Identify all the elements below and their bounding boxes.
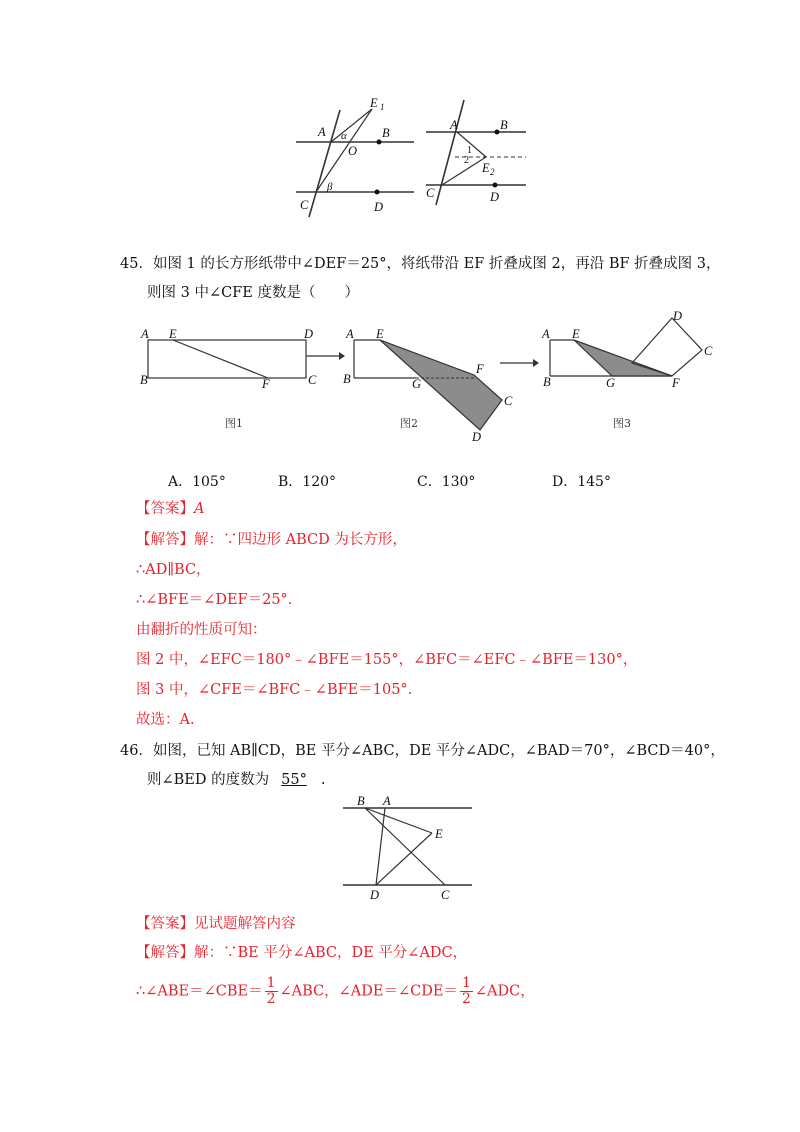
q45-figure-3 xyxy=(540,310,725,390)
label-e2-sub: 2 xyxy=(490,167,495,177)
caption-fig3: 图3 xyxy=(613,417,631,430)
label-e: E xyxy=(572,327,580,341)
point-b xyxy=(377,140,382,145)
answer-text: 见试题解答内容 xyxy=(194,916,296,932)
answer-tag: 【答案】 xyxy=(136,916,194,932)
label-d: D xyxy=(472,430,482,444)
segment-ef xyxy=(173,340,268,378)
label-a: A xyxy=(383,794,391,808)
segment-ae1 xyxy=(331,109,372,142)
q45-option-a: A．105° xyxy=(168,474,226,490)
label-b: B xyxy=(357,794,365,808)
label-c: C xyxy=(300,198,309,212)
point-d xyxy=(493,183,498,188)
folded-flap xyxy=(380,340,502,430)
line2-part3: ∠ADC， xyxy=(474,983,535,1000)
analysis-tag: 【解答】 xyxy=(136,532,194,548)
q46-answer xyxy=(136,914,296,934)
analysis-text: 解：∵四边形 ABCD 为长方形， xyxy=(194,532,407,548)
label-g: G xyxy=(412,377,422,391)
q45-option-d: D．145° xyxy=(552,474,611,490)
label-angle-1: 1 xyxy=(467,145,472,156)
answer-value: A xyxy=(194,501,205,517)
answer-tag: 【答案】 xyxy=(136,501,194,517)
label-d: D xyxy=(673,309,683,323)
label-c: C xyxy=(704,344,713,358)
label-beta: β xyxy=(327,181,333,193)
label-c: C xyxy=(441,888,450,902)
label-angle-2: 2 xyxy=(464,155,469,166)
label-e2: E xyxy=(482,161,490,175)
label-d: D xyxy=(374,200,384,214)
q45-analysis-line2: ∴AD∥BC， xyxy=(136,562,211,578)
label-b: B xyxy=(343,372,351,386)
label-d: D xyxy=(490,190,500,204)
label-b: B xyxy=(543,375,551,389)
label-a: A xyxy=(450,118,458,132)
q46-analysis-line1 xyxy=(136,943,467,963)
label-c: C xyxy=(504,394,513,408)
point-d xyxy=(375,190,380,195)
q45-option-b: B．120° xyxy=(278,474,337,490)
q46-analysis-line2 xyxy=(136,976,535,1007)
label-a: A xyxy=(318,125,326,139)
q45-stem-line1: 45．如图 1 的长方形纸带中∠DEF＝25°，将纸带沿 EF 折叠成图 2，再沿 BF 折叠成图 3， xyxy=(120,256,721,272)
label-c: C xyxy=(308,373,317,387)
q46-stem-line2 xyxy=(147,770,325,790)
label-b: B xyxy=(382,126,390,140)
label-b: B xyxy=(500,118,508,132)
label-g: G xyxy=(606,376,616,390)
q46-figure xyxy=(340,795,475,905)
fraction-denominator: 2 xyxy=(266,991,276,1007)
segment-be xyxy=(365,808,432,833)
label-alpha: α xyxy=(341,130,347,142)
label-e: E xyxy=(376,327,384,341)
caption-fig2: 图2 xyxy=(400,417,418,430)
q45-answer xyxy=(136,499,204,519)
q45-analysis-line3: ∴∠BFE＝∠DEF＝25°. xyxy=(136,592,293,608)
caption-fig1: 图1 xyxy=(225,417,243,430)
label-f: F xyxy=(476,362,484,376)
analysis-tag: 【解答】 xyxy=(136,945,194,961)
answer-blank: 55° xyxy=(281,772,307,788)
q45-analysis-line4: 由翻折的性质可知： xyxy=(136,622,267,638)
point-b xyxy=(495,130,500,135)
label-e1-sub: 1 xyxy=(380,102,385,112)
label-e: E xyxy=(435,827,443,841)
q45-option-c: C．130° xyxy=(417,474,476,490)
fraction-numerator: 1 xyxy=(461,975,471,991)
segment-ce1 xyxy=(316,109,372,192)
q46-stem-line1: 46．如图，已知 AB∥CD，BE 平分∠ABC，DE 平分∠ADC，∠BAD＝70°，∠BCD＝40°， xyxy=(120,743,725,759)
transversal xyxy=(436,100,464,205)
label-d: D xyxy=(370,888,380,902)
label-e1: E xyxy=(370,96,378,110)
arrow-2 xyxy=(500,357,540,369)
q45-figure-2 xyxy=(340,325,525,445)
analysis-text: 解：∵BE 平分∠ABC，DE 平分∠ADC， xyxy=(194,945,468,961)
rectangle-abcd xyxy=(148,340,306,378)
label-f: F xyxy=(262,377,270,391)
fraction-half xyxy=(265,976,278,1007)
stem-text: 则∠BED 的度数为 xyxy=(147,772,270,788)
label-a: A xyxy=(141,327,149,341)
segment-de xyxy=(376,833,432,885)
label-o: O xyxy=(348,144,358,158)
label-f: F xyxy=(672,376,680,390)
stem-period: . xyxy=(320,772,326,788)
q45-analysis-line7: 故选：A. xyxy=(136,712,195,728)
q45-stem-line2: 则图 3 中∠CFE 度数是（ ） xyxy=(147,285,359,301)
top-right-figure xyxy=(420,95,530,220)
line2-part2: ∠ABC，∠ADE＝∠CDE＝ xyxy=(279,983,458,1000)
fraction-numerator: 1 xyxy=(266,975,276,991)
label-e: E xyxy=(169,327,177,341)
line2-part1: ∴∠ABE＝∠CBE＝ xyxy=(136,983,263,1000)
label-a: A xyxy=(542,327,550,341)
label-a: A xyxy=(346,327,354,341)
q45-figure-1 xyxy=(138,325,323,390)
q45-analysis-line1 xyxy=(136,530,407,550)
label-b: B xyxy=(140,373,148,387)
fraction-denominator: 2 xyxy=(461,991,471,1007)
q45-analysis-line6: 图 3 中，∠CFE＝∠BFC﹣∠BFE＝105°. xyxy=(136,682,413,698)
label-d: D xyxy=(304,327,314,341)
q45-analysis-line5: 图 2 中，∠EFC＝180°﹣∠BFE＝155°，∠BFC＝∠EFC﹣∠BFE＝130°， xyxy=(136,652,638,668)
top-left-figure xyxy=(290,95,420,220)
fraction-half xyxy=(460,976,473,1007)
label-c: C xyxy=(426,186,435,200)
